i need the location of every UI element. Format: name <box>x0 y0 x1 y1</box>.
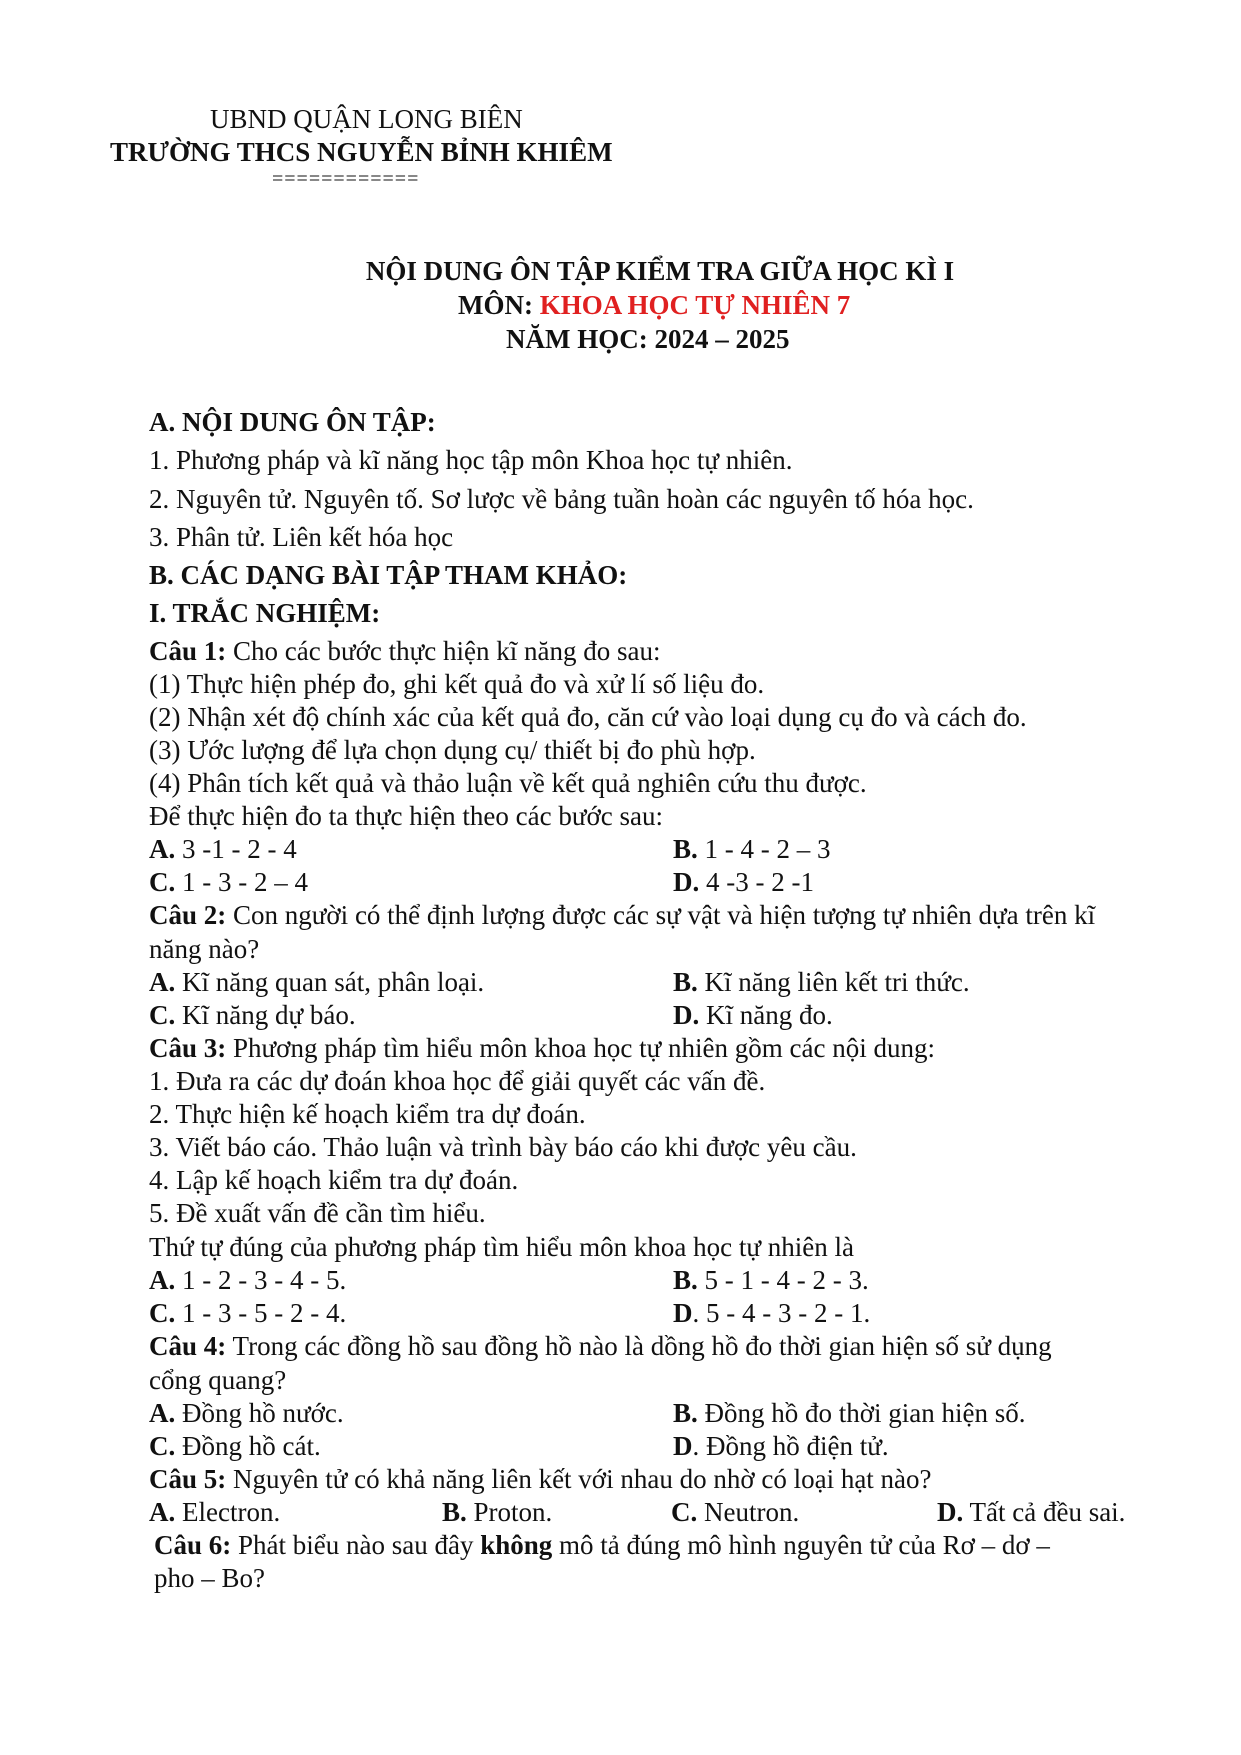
answer-option-a <box>149 1265 346 1296</box>
answer-option-c <box>671 1497 799 1528</box>
answer-option-d <box>673 1000 833 1031</box>
question-3 <box>149 1033 935 1064</box>
question-1 <box>149 636 660 667</box>
answer-option-c <box>149 1298 346 1329</box>
option-text: Proton. <box>466 1497 553 1527</box>
answer-option-a <box>149 834 297 865</box>
school-year: NĂM HỌC: 2024 – 2025 <box>506 324 790 354</box>
option-label: D <box>673 1298 693 1328</box>
option-text: 3 -1 - 2 - 4 <box>175 834 297 864</box>
option-text: . 5 - 4 - 3 - 2 - 1. <box>692 1298 871 1328</box>
option-text: Kĩ năng dự báo. <box>175 1000 356 1030</box>
option-text: Kĩ năng đo. <box>699 1000 833 1030</box>
question-label: Câu 5: <box>149 1464 227 1494</box>
option-text: 1 - 3 - 2 – 4 <box>175 867 308 897</box>
option-label: B. <box>442 1497 467 1527</box>
subject-prefix: MÔN: <box>458 290 540 320</box>
option-text: Tất cả đều sai. <box>963 1497 1126 1527</box>
subject-name: KHOA HỌC TỰ NHIÊN 7 <box>539 290 851 320</box>
answer-option-c <box>149 1431 321 1462</box>
option-text: Kĩ năng quan sát, phân loại. <box>175 967 485 997</box>
q1-step: (3) Ước lượng để lựa chọn dụng cụ/ thiết bị đo phù hợp. <box>149 735 756 765</box>
answer-option-b <box>673 967 970 998</box>
option-text: 1 - 2 - 3 - 4 - 5. <box>175 1265 347 1295</box>
answer-option-d <box>673 1298 870 1329</box>
option-text: Đồng hồ nước. <box>175 1398 344 1428</box>
school-name: TRƯỜNG THCS NGUYỄN BỈNH KHIÊM <box>110 137 613 167</box>
question-emphasis: không <box>480 1530 553 1560</box>
answer-option-c <box>149 1000 356 1031</box>
question-label: Câu 3: <box>149 1033 227 1063</box>
answer-option-b <box>673 1398 1026 1429</box>
header-divider: ============ <box>272 168 420 190</box>
option-label: D. <box>937 1497 964 1527</box>
option-text: Neutron. <box>697 1497 800 1527</box>
answer-option-b <box>442 1497 552 1528</box>
answer-option-a <box>149 967 484 998</box>
option-label: A. <box>149 834 176 864</box>
question-label: Câu 4: <box>149 1331 227 1361</box>
q1-step: (4) Phân tích kết quả và thảo luận về kết quả nghiên cứu thu được. <box>149 768 867 798</box>
q3-step: 2. Thực hiện kế hoạch kiểm tra dự đoán. <box>149 1099 586 1129</box>
option-text: Electron. <box>175 1497 281 1527</box>
question-6 <box>154 1530 1050 1561</box>
question-label: Câu 6: <box>154 1530 232 1560</box>
q3-prompt: Thứ tự đúng của phương pháp tìm hiểu môn khoa học tự nhiên là <box>149 1232 854 1262</box>
section-b-heading: B. CÁC DẠNG BÀI TẬP THAM KHẢO: <box>149 560 628 590</box>
option-label: D <box>673 1431 693 1461</box>
section-a-heading: A. NỘI DUNG ÔN TẬP: <box>149 407 436 437</box>
question-text: Phát biểu nào sau đây <box>231 1530 481 1560</box>
district-name: UBND QUẬN LONG BIÊN <box>210 104 523 134</box>
q3-step: 4. Lập kế hoạch kiểm tra dự đoán. <box>149 1165 519 1195</box>
answer-option-b <box>673 834 831 865</box>
option-label: A. <box>149 967 176 997</box>
option-label: A. <box>149 1398 176 1428</box>
question-4-continuation: cổng quang? <box>149 1365 287 1395</box>
answer-option-d <box>937 1497 1125 1528</box>
option-text: 4 -3 - 2 -1 <box>699 867 814 897</box>
answer-option-c <box>149 867 308 898</box>
question-5 <box>149 1464 932 1495</box>
review-item: 1. Phương pháp và kĩ năng học tập môn Khoa học tự nhiên. <box>149 445 793 475</box>
option-text: Đồng hồ cát. <box>175 1431 321 1461</box>
option-text: Đồng hồ đo thời gian hiện số. <box>697 1398 1026 1428</box>
subject-line <box>458 290 850 321</box>
option-label: A. <box>149 1265 176 1295</box>
answer-option-d <box>673 1431 889 1462</box>
question-2 <box>149 900 1095 931</box>
question-text: mô tả đúng mô hình nguyên tử của Rơ – dơ – <box>552 1530 1050 1560</box>
answer-option-a <box>149 1497 280 1528</box>
question-text: Nguyên tử có khả năng liên kết với nhau do nhờ có loại hạt nào? <box>226 1464 932 1494</box>
option-text: . Đồng hồ điện tử. <box>692 1431 889 1461</box>
question-2-continuation: năng nào? <box>149 934 260 964</box>
option-text: 1 - 3 - 5 - 2 - 4. <box>175 1298 347 1328</box>
document-title: NỘI DUNG ÔN TẬP KIỂM TRA GIỮA HỌC KÌ I <box>365 256 955 286</box>
option-label: D. <box>673 867 700 897</box>
option-label: C. <box>149 867 176 897</box>
q3-step: 3. Viết báo cáo. Thảo luận và trình bày báo cáo khi được yêu cầu. <box>149 1132 857 1162</box>
question-label: Câu 2: <box>149 900 227 930</box>
option-label: B. <box>673 834 698 864</box>
option-label: B. <box>673 1265 698 1295</box>
answer-option-a <box>149 1398 344 1429</box>
option-label: B. <box>673 1398 698 1428</box>
question-text: Cho các bước thực hiện kĩ năng đo sau: <box>226 636 661 666</box>
q1-prompt: Để thực hiện đo ta thực hiện theo các bước sau: <box>149 801 664 831</box>
option-label: C. <box>149 1431 176 1461</box>
question-text: Phương pháp tìm hiểu môn khoa học tự nhiên gồm các nội dung: <box>226 1033 935 1063</box>
option-label: C. <box>671 1497 698 1527</box>
option-label: B. <box>673 967 698 997</box>
option-label: D. <box>673 1000 700 1030</box>
review-item: 2. Nguyên tử. Nguyên tố. Sơ lược về bảng tuần hoàn các nguyên tố hóa học. <box>149 484 974 514</box>
option-label: C. <box>149 1000 176 1030</box>
review-item: 3. Phân tử. Liên kết hóa học <box>149 522 454 552</box>
question-text: Con người có thể định lượng được các sự vật và hiện tượng tự nhiên dựa trên kĩ <box>226 900 1096 930</box>
option-label: A. <box>149 1497 176 1527</box>
question-text: Trong các đồng hồ sau đồng hồ nào là dồng hồ đo thời gian hiện số sử dụng <box>226 1331 1052 1361</box>
option-text: 5 - 1 - 4 - 2 - 3. <box>697 1265 869 1295</box>
q3-step: 5. Đề xuất vấn đề cần tìm hiểu. <box>149 1198 486 1228</box>
question-4 <box>149 1331 1052 1362</box>
answer-option-d <box>673 867 814 898</box>
question-label: Câu 1: <box>149 636 227 666</box>
option-text: Kĩ năng liên kết tri thức. <box>697 967 970 997</box>
question-6-continuation: pho – Bo? <box>154 1563 265 1593</box>
option-text: 1 - 4 - 2 – 3 <box>697 834 831 864</box>
q1-step: (2) Nhận xét độ chính xác của kết quả đo, căn cứ vào loại dụng cụ đo và cách đo. <box>149 702 1027 732</box>
q3-step: 1. Đưa ra các dự đoán khoa học để giải quyết các vấn đề. <box>149 1066 766 1096</box>
option-label: C. <box>149 1298 176 1328</box>
part-1-heading: I. TRẮC NGHIỆM: <box>149 598 381 628</box>
q1-step: (1) Thực hiện phép đo, ghi kết quả đo và xử lí số liệu đo. <box>149 669 765 699</box>
answer-option-b <box>673 1265 869 1296</box>
